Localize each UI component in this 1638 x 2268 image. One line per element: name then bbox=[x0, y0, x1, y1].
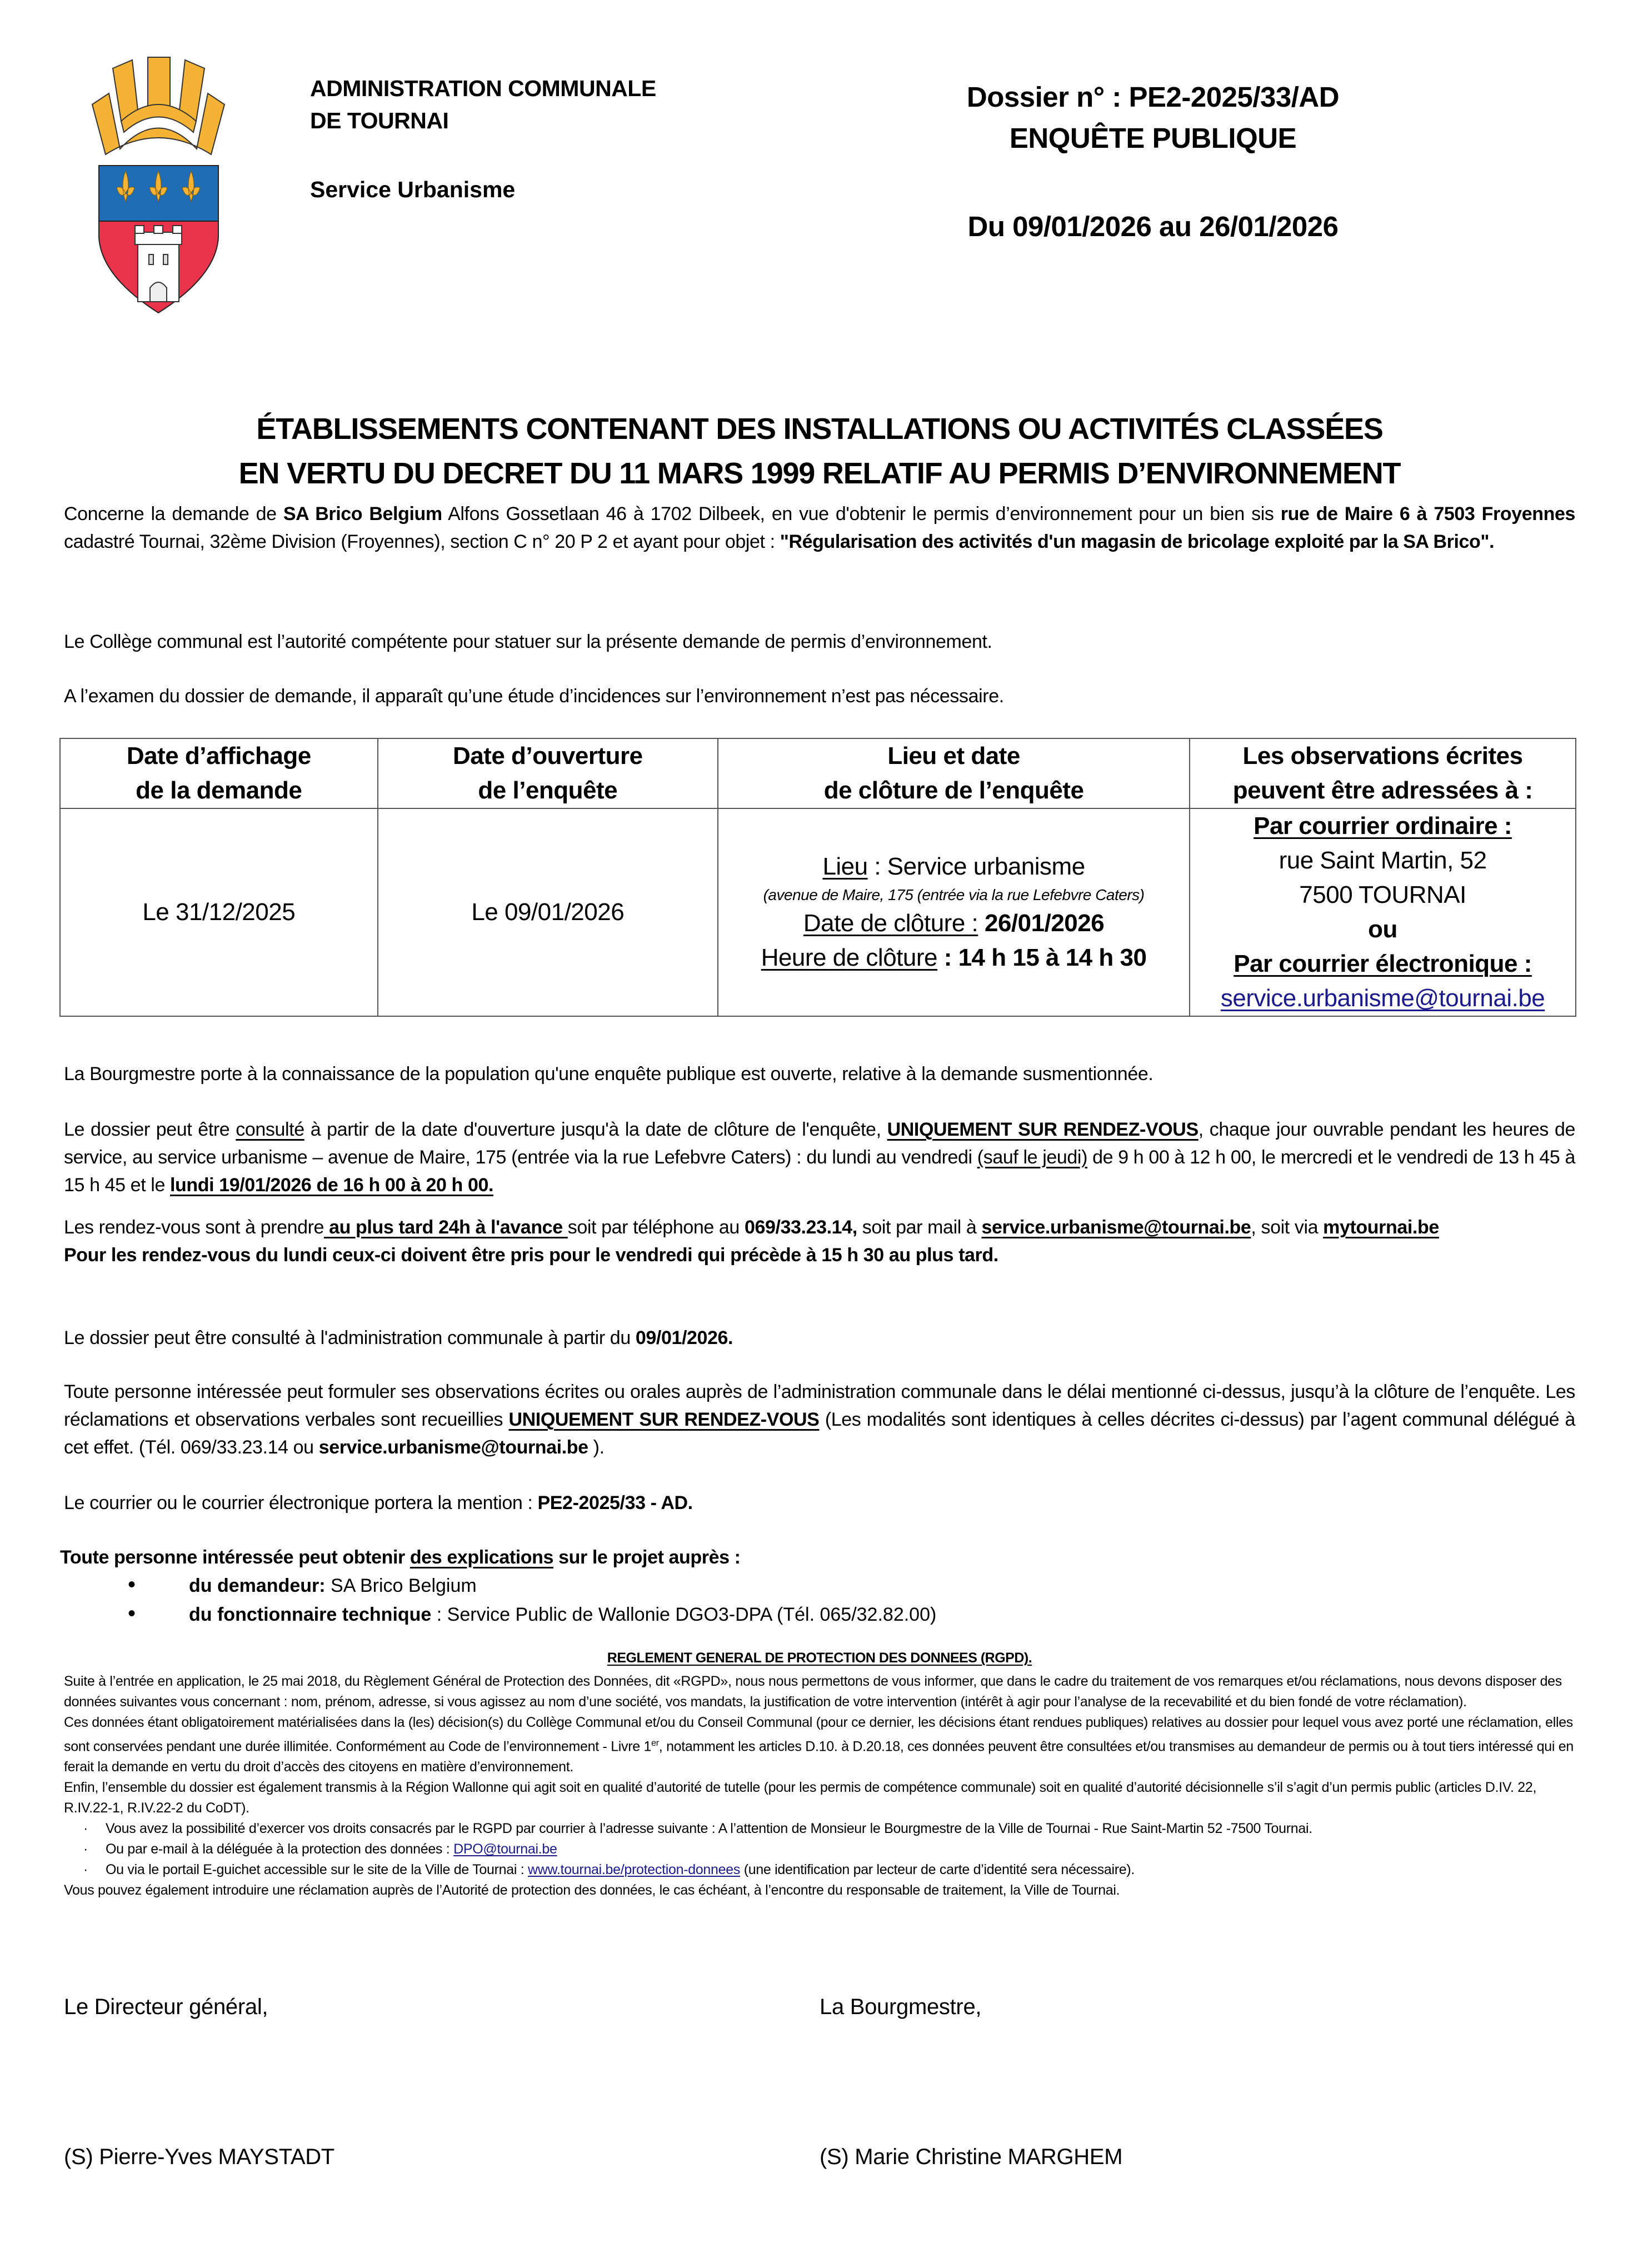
postal-city: 7500 TOURNAI bbox=[1299, 881, 1466, 908]
closing-date-label: Date de clôture : bbox=[803, 910, 978, 937]
appointment-email-link[interactable]: service.urbanisme@tournai.be bbox=[981, 1217, 1251, 1238]
rgpd-paragraph-1: Suite à l’entrée en application, le 25 mai 2018, du Règlement Général de Protection des Données, dit «RGPD», nous nous permettons de vous informer, que dans le cadre du traitement de vos remarques et/ou réclamations, nous devons disposer des données suivantes vous concernant : nom, prénom, adresse, si vous agissez au nom d’une société, vos mandats, la justification de votre intervention (intérêt à agir pour l’analyse de la recevabilité et du bien fondé de votre réclamation). bbox=[64, 1673, 1562, 1710]
rgpd-paragraph-4: Vous pouvez également introduire une réclamation auprès de l’Autorité de protection des données, le cas échéant, à l’encontre du responsable de traitement, la Ville de Tournai. bbox=[64, 1882, 1120, 1899]
bourgmestre-paragraph: La Bourgmestre porte à la connaissance de la population qu'une enquête publique est ouverte, relative à la demande susmentionnée. bbox=[64, 1063, 1153, 1085]
dossier-block bbox=[867, 77, 1439, 159]
mention-paragraph: Le courrier ou le courrier électronique portera la mention : PE2-2025/33 - AD. bbox=[64, 1492, 693, 1513]
header-posting-date: Date d’affichage de la demande bbox=[60, 738, 378, 808]
place-label: Lieu bbox=[822, 853, 868, 880]
contacts-list bbox=[64, 1571, 1575, 1628]
admin-consultation-paragraph: Le dossier peut être consulté à l'administration communale à partir du 09/01/2026. bbox=[64, 1327, 733, 1348]
rgpd-paragraph-2: Ces données étant obligatoirement matérialisées dans la (les) décision(s) du Collège Communal et/ou du Conseil Communal (pour ce dernier, les décisions étant rendues publiques) relatives au dossier pour lequel vous avez porté une réclamation, elles sont conservées pendant une durée illimitée. Conformément au Code de l’environnement - Livre 1er, notamment les articles D.10. à D.20.18, ces données peuvent être consultées et/ou transmises au demandeur de permis ou à tout tiers intéressé qui en ferait la demande en vertu du droit d’accès des citoyens en matière d’environnement. bbox=[64, 1715, 1574, 1775]
title-line1: ÉTABLISSEMENTS CONTENANT DES INSTALLATIONS OU ACTIVITÉS CLASSÉES bbox=[256, 412, 1383, 446]
tournai-coat-of-arms-logo bbox=[82, 54, 235, 316]
text: Concerne la demande de bbox=[64, 503, 283, 524]
bullet-icon: · bbox=[83, 1821, 88, 1837]
phone-number: 069/33.23.14, bbox=[744, 1217, 857, 1238]
or-label: ou bbox=[1368, 916, 1397, 943]
observations-paragraph: Toute personne intéressée peut formuler ses observations écrites ou orales auprès de l’administration communale dans le délai mentionné ci-dessus, jusqu’à la clôture de l’enquête. Les réclamations et observations verbales sont recueillies UNIQUEMENT SUR RENDEZ-VOUS (Les modalités sont identiques à celles décrites ci-dessus) par l’agent communal délégué à cet effet. (Tél. 069/33.23.14 ou service.urbanisme@tournai.be ). bbox=[64, 1381, 1575, 1458]
list-item: • du demandeur: SA Brico Belgium bbox=[64, 1571, 1575, 1600]
text: Alfons Gossetlaan 46 à 1702 Dilbeek, en vue d'obtenir le permis d’environnement pour un bien sis bbox=[442, 503, 1281, 524]
inquiry-dates-table bbox=[59, 738, 1576, 1017]
explanations-intro: Toute personne intéressée peut obtenir des explications sur le projet auprès : bbox=[60, 1547, 741, 1568]
signatory-left-name: (S) Pierre-Yves MAYSTADT bbox=[64, 2145, 334, 2169]
list-item: · Ou par e-mail à la déléguée à la protection des données : DPO@tournai.be bbox=[64, 1839, 1575, 1860]
list-item: · Vous avez la possibilité d’exercer vos droits consacrés par le RGPD par courrier à l’adresse suivante : A l’attention de Monsieur le Bourgmestre de la Ville de Tournai - Rue Saint-Martin 52 -7500 Tournai. bbox=[64, 1819, 1575, 1839]
rgpd-section bbox=[64, 1671, 1575, 1901]
list-item: · Ou via le portail E-guichet accessible sur le site de la Ville de Tournai : www.tournai.be/protection-donnees (une identification par lecteur de carte d’identité sera nécessaire). bbox=[64, 1860, 1575, 1880]
postal-mail-label: Par courrier ordinaire : bbox=[1254, 812, 1512, 840]
issuer-name-line1: ADMINISTRATION COMMUNALE bbox=[310, 76, 656, 101]
appointment-deadline: au plus tard 24h à l'avance bbox=[324, 1217, 568, 1238]
appointment-only: UNIQUEMENT SUR RENDEZ-VOUS bbox=[887, 1119, 1198, 1140]
protection-donnees-link[interactable]: www.tournai.be/protection-donnees bbox=[528, 1862, 741, 1878]
dpo-email-link[interactable]: DPO@tournai.be bbox=[453, 1841, 557, 1857]
email-label: Par courrier électronique : bbox=[1234, 950, 1532, 977]
observations-email-link[interactable]: service.urbanisme@tournai.be bbox=[318, 1437, 588, 1458]
text: cadastré Tournai, 32ème Division (Froyennes), section C n° 20 P 2 et ayant pour objet : bbox=[64, 531, 780, 552]
closing-time-value: : 14 h 15 à 14 h 30 bbox=[937, 944, 1147, 971]
monday-appointment-rule: Pour les rendez-vous du lundi ceux-ci doivent être pris pour le vendredi qui précède à 15 h 30 au plus tard. bbox=[64, 1245, 998, 1266]
rgpd-paragraph-3: Enfin, l’ensemble du dossier est également transmis à la Région Wallonne qui agit soit en qualité d’autorité de tutelle (pour les permis de compétence communale) soit en qualité d’autorité décisionnelle s’il s’agit d’un permis public (articles D.IV. 22, R.IV.22-1, R.IV.22-2 du CoDT). bbox=[64, 1780, 1537, 1816]
bullet-icon: • bbox=[128, 1601, 136, 1626]
header-place-closing: Lieu et date de clôture de l’enquête bbox=[718, 738, 1190, 808]
dossier-number: Dossier n° : PE2-2025/33/AD bbox=[966, 81, 1340, 113]
mytournai-link[interactable]: mytournai.be bbox=[1323, 1217, 1439, 1238]
impact-study-paragraph: A l’examen du dossier de demande, il apparaît qu’une étude d’incidences sur l’environnement n’est pas nécessaire. bbox=[64, 686, 1004, 707]
observations-contact bbox=[1190, 808, 1576, 1016]
intro-request-paragraph bbox=[64, 500, 1575, 556]
issuer-name-line2: DE TOURNAI bbox=[310, 108, 449, 133]
place-and-closing bbox=[718, 808, 1190, 1016]
signatory-left-title: Le Directeur général, bbox=[64, 1995, 268, 2019]
header-observations: Les observations écrites peuvent être adressées à : bbox=[1190, 738, 1576, 808]
title-line2: EN VERTU DU DECRET DU 11 MARS 1999 RELATIF AU PERMIS D’ENVIRONNEMENT bbox=[238, 457, 1401, 490]
mention-reference: PE2-2025/33 - AD. bbox=[537, 1492, 693, 1513]
admin-consultation-date: 09/01/2026. bbox=[635, 1327, 733, 1348]
monday-evening-slot: lundi 19/01/2026 de 16 h 00 à 20 h 00. bbox=[170, 1175, 494, 1196]
inquiry-period: Du 09/01/2026 au 26/01/2026 bbox=[967, 211, 1339, 242]
rgpd-title: REGLEMENT GENERAL DE PROTECTION DES DONNEES (RGPD). bbox=[607, 1650, 1032, 1666]
site-address: rue de Maire 6 à 7503 Froyennes bbox=[1280, 503, 1575, 524]
closing-time-label: Heure de clôture bbox=[761, 944, 937, 971]
issuer-service: Service Urbanisme bbox=[310, 177, 516, 202]
closing-date-value: 26/01/2026 bbox=[978, 910, 1105, 937]
bullet-icon: • bbox=[128, 1572, 136, 1597]
posting-date: Le 31/12/2025 bbox=[60, 808, 378, 1016]
bullet-icon: · bbox=[83, 1841, 88, 1857]
table-header-row bbox=[60, 738, 1576, 808]
issuer-block bbox=[310, 72, 656, 137]
consultation-paragraph: Le dossier peut être consulté à partir de la date d'ouverture jusqu'à la date de clôture de l'enquête, UNIQUEMENT SUR RENDEZ-VOUS, chaque jour ouvrable pendant les heures de service, au service urbanisme – avenue de Maire, 175 (entrée via la rue Lefebvre Caters) : du lundi au vendredi (sauf le jeudi) de 9 h 00 à 12 h 00, le mercredi et le vendredi de 13 h 45 à 15 h 45 et le lundi 19/01/2026 de 16 h 00 à 20 h 00. bbox=[64, 1119, 1576, 1196]
postal-street: rue Saint Martin, 52 bbox=[1279, 847, 1487, 874]
header-opening-date: Date d’ouverture de l’enquête bbox=[378, 738, 718, 808]
appointment-only: UNIQUEMENT SUR RENDEZ-VOUS bbox=[508, 1409, 820, 1430]
bullet-icon: · bbox=[83, 1862, 88, 1878]
page-title bbox=[64, 407, 1575, 496]
table-row bbox=[60, 808, 1576, 1016]
signatory-right-title: La Bourgmestre, bbox=[820, 1995, 982, 2019]
applicant-name: SA Brico Belgium bbox=[283, 503, 442, 524]
email-link[interactable]: service.urbanisme@tournai.be bbox=[1220, 985, 1545, 1012]
explanations-word: des explications bbox=[410, 1547, 554, 1568]
place-note: (avenue de Maire, 175 (entrée via la rue Lefebvre Caters) bbox=[763, 886, 1145, 903]
place-value: : Service urbanisme bbox=[867, 853, 1085, 880]
appointment-paragraph: Les rendez-vous sont à prendre au plus tard 24h à l'avance soit par téléphone au 069/33.23.14, soit par mail à service.urbanisme@tournai.be, soit via mytournai.be Pour les rendez-vous du lundi ceux-ci doivent être pris pour le vendredi qui précède à 15 h 30 au plus tard. bbox=[64, 1217, 1439, 1266]
authority-paragraph: Le Collège communal est l’autorité compétente pour statuer sur la présente demande de permis d’environnement. bbox=[64, 631, 992, 652]
notice-type: ENQUÊTE PUBLIQUE bbox=[1009, 122, 1297, 154]
list-item: • du fonctionnaire technique : Service Public de Wallonie DGO3-DPA (Tél. 065/32.82.00) bbox=[64, 1600, 1575, 1628]
opening-date: Le 09/01/2026 bbox=[378, 808, 718, 1016]
consulted-word: consulté bbox=[236, 1119, 304, 1140]
request-object: "Régularisation des activités d'un magasin de bricolage exploité par la SA Brico". bbox=[780, 531, 1495, 552]
signatory-right-name: (S) Marie Christine MARGHEM bbox=[820, 2145, 1123, 2169]
except-thursday: (sauf le jeudi) bbox=[977, 1147, 1087, 1168]
